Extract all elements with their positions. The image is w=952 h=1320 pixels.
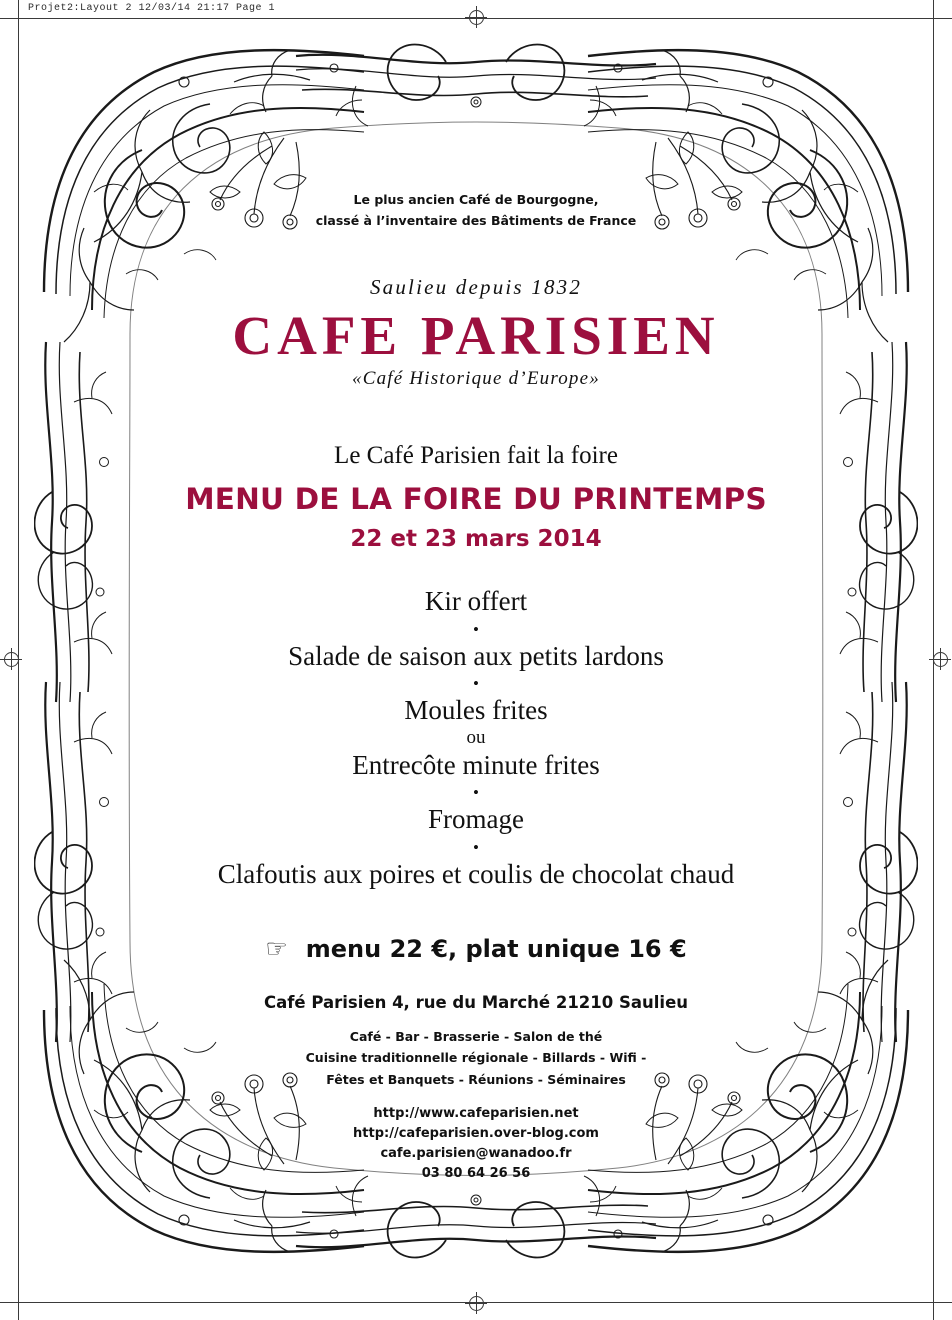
tagline-line-1: Le plus ancien Café de Bourgogne, xyxy=(353,192,599,207)
services-list xyxy=(140,1026,812,1090)
services-line-2: Cuisine traditionnelle régionale - Billards - Wifi - xyxy=(305,1050,647,1066)
menu-item: Entrecôte minute frites xyxy=(352,749,600,780)
menu-separator: • xyxy=(473,619,479,639)
menu-separator: • xyxy=(473,783,479,803)
since-line: Saulieu depuis 1832 xyxy=(369,275,583,300)
poster-content xyxy=(140,190,812,1185)
brand-subtitle: «Café Historique d’Europe» xyxy=(352,367,600,389)
phone-number: 03 80 64 26 56 xyxy=(421,1166,531,1182)
registration-mark-left xyxy=(0,648,22,670)
menu-item: Kir offert xyxy=(424,585,528,616)
registration-mark-top xyxy=(465,6,487,28)
menu-item: Moules frites xyxy=(404,695,548,726)
tagline xyxy=(140,190,812,231)
services-line-1: Café - Bar - Brasserie - Salon de thé xyxy=(349,1029,603,1045)
menu-separator: • xyxy=(473,674,479,694)
services-line-3: Fêtes et Banquets - Réunions - Séminaires xyxy=(326,1071,626,1087)
menu-list xyxy=(140,586,812,892)
menu-item: Salade de saison aux petits lardons xyxy=(288,640,664,671)
pointing-hand-icon: ☞ xyxy=(265,935,288,963)
menu-item: Fromage xyxy=(428,804,524,835)
menu-separator: • xyxy=(473,838,479,858)
menu-item: Clafoutis aux poires et coulis de chocolat chaud xyxy=(217,859,735,890)
event-dates: 22 et 23 mars 2014 xyxy=(350,525,602,552)
address: Café Parisien 4, rue du Marché 21210 Saulieu xyxy=(263,993,689,1013)
contact-block xyxy=(140,1104,812,1185)
price-row xyxy=(140,935,812,963)
price-text: menu 22 €, plat unique 16 € xyxy=(305,935,687,964)
registration-mark-right xyxy=(929,648,951,670)
menu-or-label: ou xyxy=(466,727,486,749)
registration-mark-bottom xyxy=(465,1292,487,1314)
brand-title: CAFE PARISIEN xyxy=(232,305,720,367)
event-title: MENU DE LA FOIRE DU PRINTEMPS xyxy=(185,481,767,516)
printer-slug: Projet2:Layout 2 12/03/14 21:17 Page 1 xyxy=(28,3,276,14)
website-link[interactable]: http://www.cafeparisien.net xyxy=(373,1105,579,1121)
email-link[interactable]: cafe.parisien@wanadoo.fr xyxy=(380,1146,572,1162)
event-intro: Le Café Parisien fait la foire xyxy=(334,441,618,469)
tagline-line-2: classé à l’inventaire des Bâtiments de France xyxy=(315,212,637,228)
blog-link[interactable]: http://cafeparisien.over-blog.com xyxy=(353,1126,599,1142)
